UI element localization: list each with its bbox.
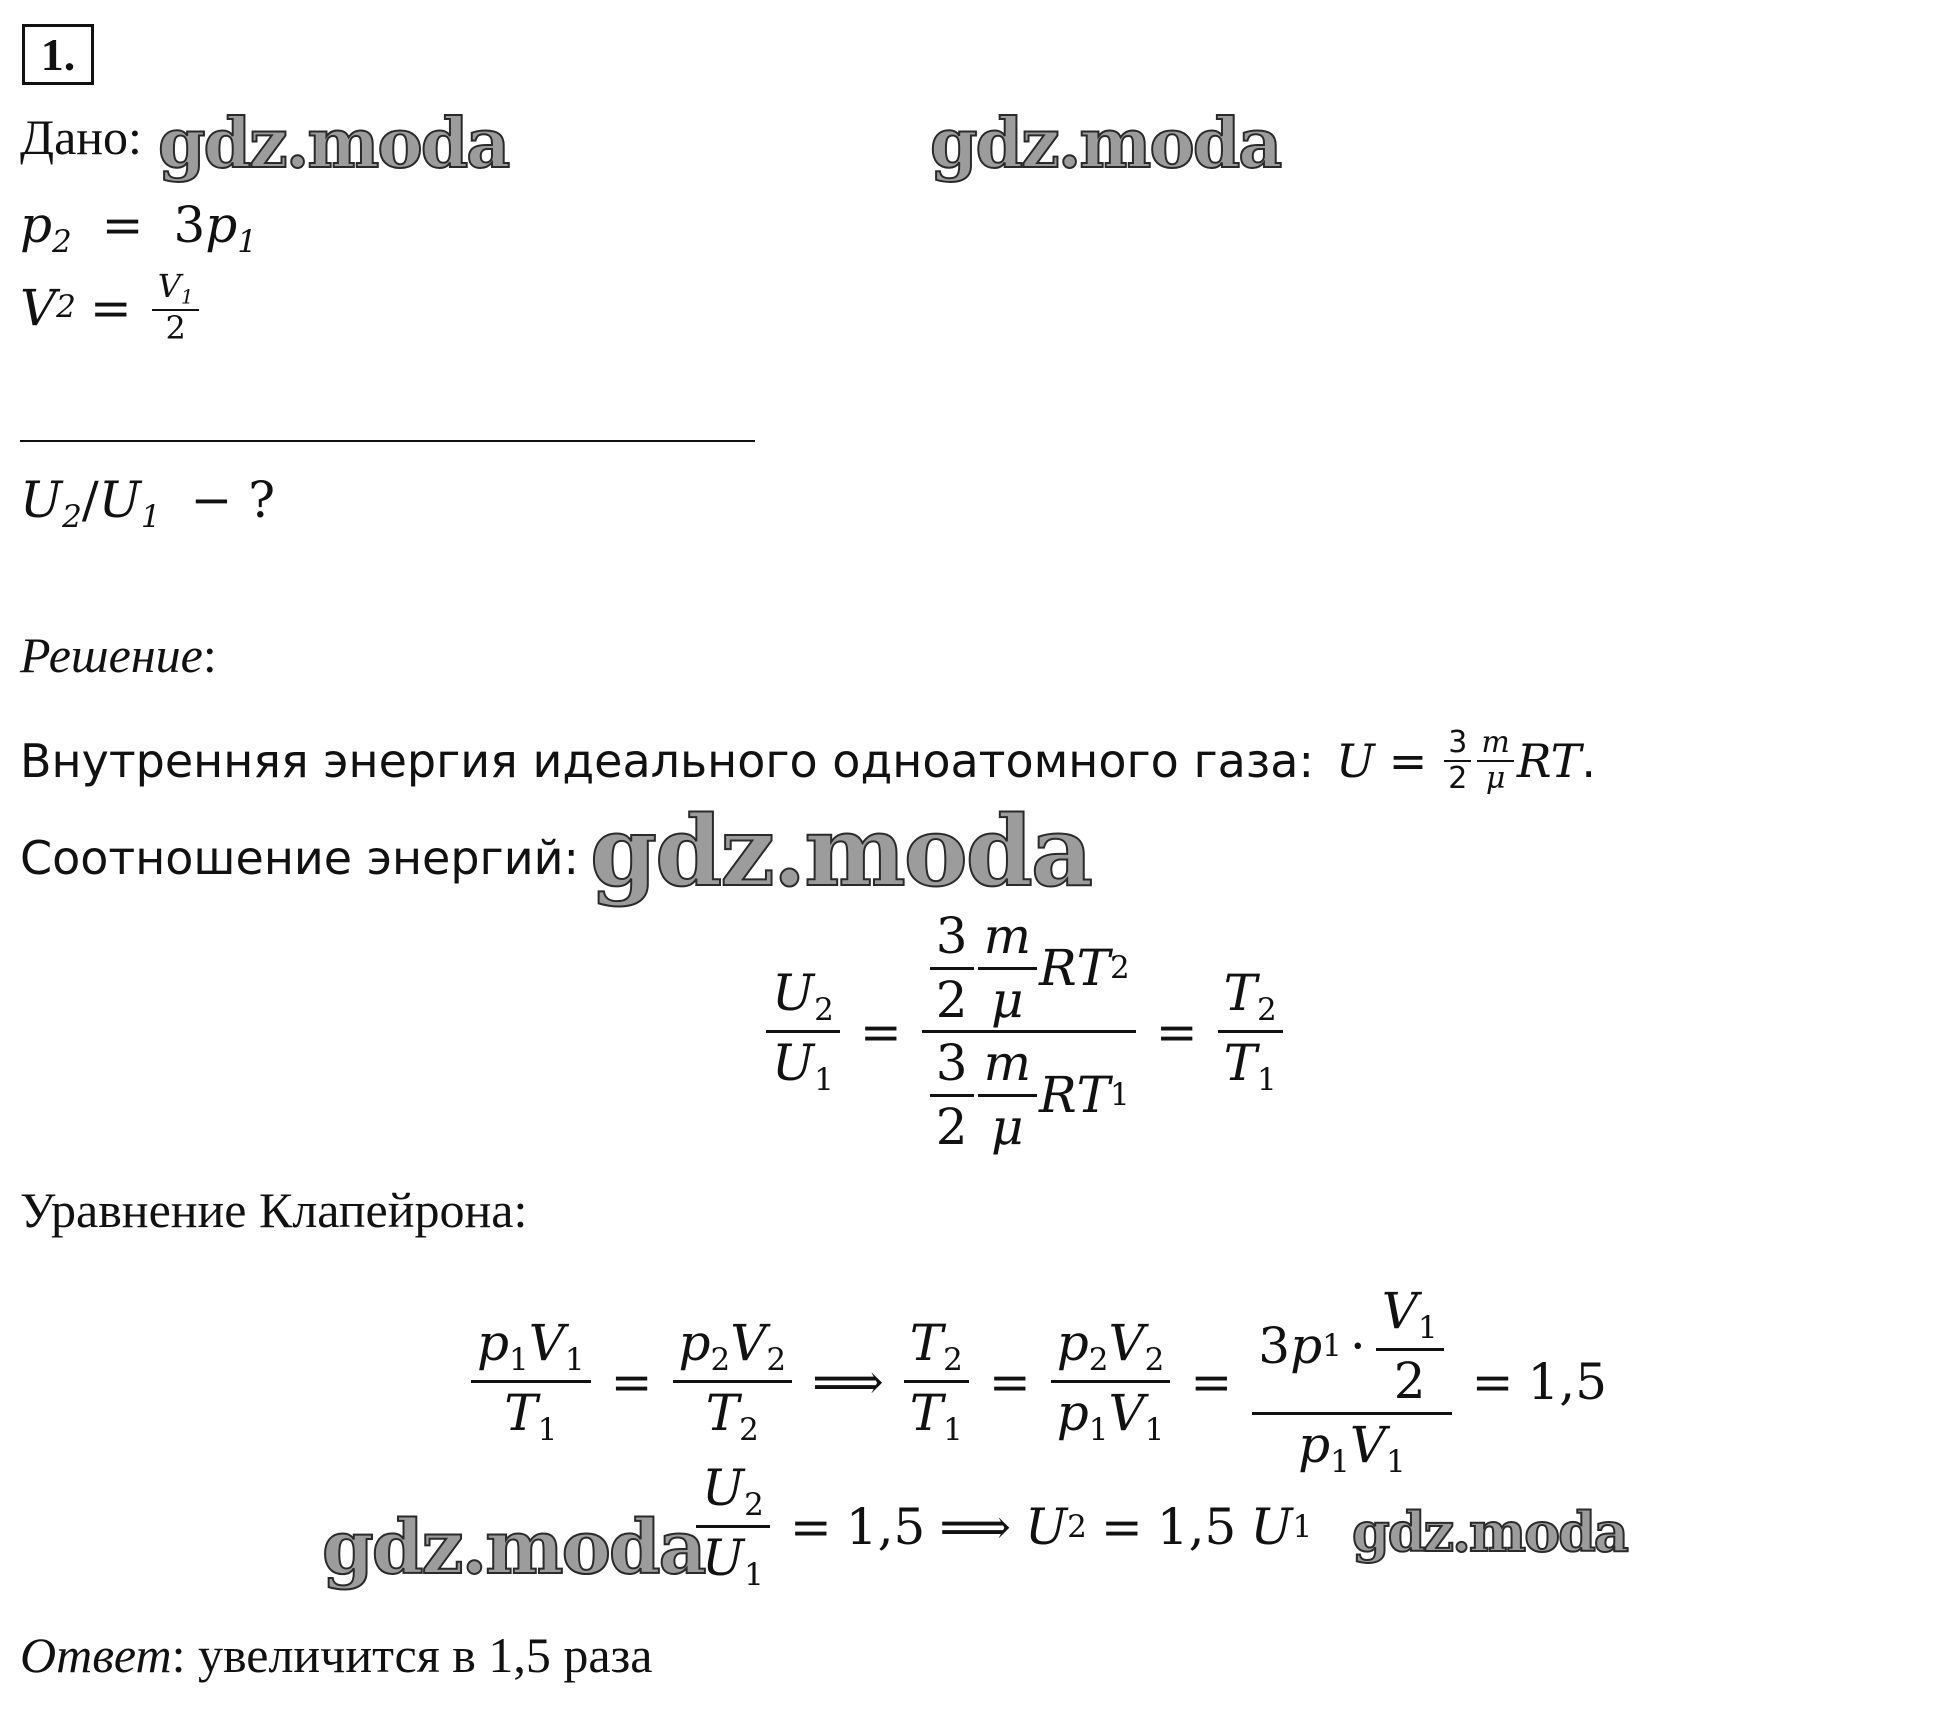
find-question: − ? [190,471,276,529]
answer-line [20,1627,653,1683]
watermark-logo: gdz.moda [590,795,1092,908]
energy-u-symbol: U [1335,733,1375,788]
final-equation: $\frac{U_2}{U_1}$ = 1,5 ⟹ U 2 = 1,5 U 1 [690,1462,1312,1592]
energy-ratio-equation [760,907,1289,1156]
energy-ratio-text: Соотношение энергий: [20,831,579,885]
rt-symbol: RT [1516,733,1582,788]
three-halves-fraction: $\frac{3}{2}$ [1444,727,1471,794]
given-volume-relation [20,267,205,348]
clapeyron-text: Уравнение Клапейрона: [20,1182,528,1238]
given-divider [20,440,755,442]
implies-arrow: ⟹ [939,1497,1011,1556]
u2-over-u1-fraction: $\frac{U_2}{U_1}$ [696,1462,770,1592]
watermark-logo: gdz.moda [158,104,509,184]
equals-sign: = [1155,1002,1198,1061]
v2-symbol: V [20,278,57,337]
answer-text: : увеличится в 1,5 раза [171,1627,653,1683]
substituted-fraction: 3 p 1 · $\frac{V_1}{2}$ $p_1V_1$ [1252,1285,1451,1478]
problem-number: 1. [22,24,94,85]
implies-arrow: ⟹ [812,1352,884,1411]
given-label: Дано: [20,109,142,165]
clapeyron-result: 1,5 [1527,1352,1608,1411]
find-quantity: $U_2/U_1$ − ? [20,471,276,535]
internal-energy-text: Внутренняя энергия идеального одноатомного газа: [20,733,1314,788]
t2-over-t1-fraction: $\frac{T_2}{T_1}$ [904,1317,969,1447]
p1-subscript: 1 [237,223,258,260]
v2-subscript: 2 [56,289,76,326]
energy-ratio-big-fraction: $\frac{3}{2}$ $\frac{m}{\mu}$ R T 2 $\frac{3}{2}$ $\frac{m}{\mu}$ R T 1 [922,910,1136,1153]
p1v1-over-t1-fraction: $\frac{p_1V_1}{T_1}$ [471,1317,591,1447]
solution-heading: Решение: [20,627,217,683]
v1-over-2-fraction [152,267,200,348]
watermark-logo: gdz.moda [930,104,1281,184]
u2-over-u1-fraction: $\frac{U_2}{U_1}$ [766,967,840,1097]
equals-sign: = [101,196,144,254]
equals-sign: = [89,278,132,337]
watermark-logo: gdz.moda [1352,1500,1627,1564]
t2-over-t1-fraction: $\frac{T_2}{T_1}$ [1218,967,1283,1097]
answer-label: Ответ [20,1627,172,1683]
fraction-numerator: $V_1$ [152,270,200,311]
internal-energy-line: Внутренняя энергия идеального одноатомного газа: U = $\frac{3}{2}$ $\frac{m}{\mu}$ RT . [20,725,1596,796]
p2-subscript: 2 [52,223,72,260]
fraction-denominator: 2 [165,309,186,348]
p2v2-over-t2-fraction: $\frac{p_2V_2}{T_2}$ [673,1317,793,1447]
equals-sign: = [1388,733,1428,788]
watermark-logo: gdz.moda [322,1505,705,1591]
given-pressure-relation [20,196,258,260]
p2v2-over-p1v1-fraction: $\frac{p_2V_2}{p_1V_1}$ [1051,1317,1171,1447]
equals-sign: = [859,1002,902,1061]
clapeyron-equation: $\frac{p_1V_1}{T_1}$ = $\frac{p_2V_2}{T_2}$ ⟹ $\frac{T_2}{T_1}$ = $\frac{p_2V_2}{p_1V_1}$ = 3 p 1 · $\frac{V_1}{2}$ $p_1V_1$ = 1,5 [465,1285,1607,1478]
p1-symbol: p [205,196,238,254]
coefficient: 3 [173,196,206,254]
p2-symbol: p [20,196,53,254]
m-over-mu-fraction: $\frac{m}{\mu}$ [1477,727,1513,794]
